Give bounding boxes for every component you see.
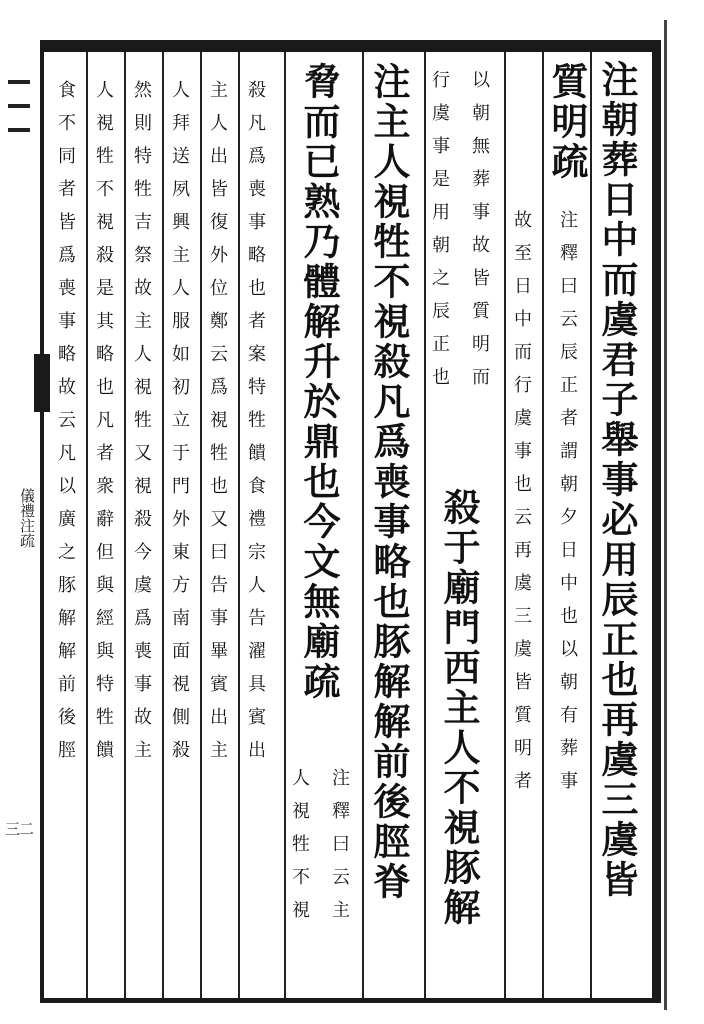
text-column-7-main: 脅而已熟乃體解升於鼎也今文無廟疏 <box>297 62 341 702</box>
column-rule <box>590 52 592 998</box>
text-column-2-note: 注釋曰云辰正者謂朝夕日中也以朝有葬事 <box>557 210 578 804</box>
fishtail-mark <box>34 354 50 412</box>
column-rule <box>238 52 240 998</box>
column-rule <box>504 52 506 998</box>
text-column-3-note: 故至日中而行虞事也云再虞三虞皆質明者 <box>511 210 532 804</box>
text-column-2-main: 質明疏 <box>545 62 589 182</box>
text-column-5-main: 殺于廟門西主人不視豚解 <box>437 488 481 928</box>
text-column-7-note: 注釋曰云主 <box>329 768 350 933</box>
text-column-9: 主人出皆復外位鄭云爲視牲也又曰告事畢賓出主 <box>207 80 228 773</box>
column-rule <box>362 52 364 998</box>
margin-tick <box>8 80 30 84</box>
text-column-10: 人拜送夙興主人服如初立于門外東方南面視側殺 <box>169 80 190 773</box>
column-rule <box>124 52 126 998</box>
column-rule <box>86 52 88 998</box>
text-column-13: 食不同者皆爲喪事略故云凡以廣之豚解解前後脛 <box>55 80 76 773</box>
margin-page-number: 三二 <box>4 820 33 838</box>
text-column-6: 注主人視牲不視殺凡爲喪事略也豚解解前後脛脊 <box>367 62 411 902</box>
text-column-5-note: 行虞事是用朝之辰正也 <box>429 70 450 400</box>
frame-left-border <box>40 48 44 1003</box>
frame-top-border <box>40 40 660 52</box>
column-rule <box>162 52 164 998</box>
margin-tick <box>8 128 30 132</box>
column-rule <box>424 52 426 998</box>
column-rule <box>200 52 202 998</box>
frame-right-edge <box>664 20 667 1010</box>
margin-strip <box>0 48 40 1003</box>
margin-tick <box>8 104 30 108</box>
text-column-12: 人視牲不視殺是其略也凡者衆辭但與經與特牲饋 <box>93 80 114 773</box>
margin-book-title: 儀禮注疏 <box>18 488 36 548</box>
text-column-11: 然則特牲吉祭故主人視牲又視殺今虞爲喪事故主 <box>131 80 152 773</box>
frame-right-border <box>652 40 661 1003</box>
text-column-8: 殺凡爲喪事略也者案特牲饋食禮宗人告濯具賓出 <box>245 80 266 773</box>
text-column-7b-note: 人視牲不視 <box>289 768 310 933</box>
frame-bottom-border <box>40 998 660 1003</box>
text-column-1: 注朝葬日中而虞君子舉事必用辰正也再虞三虞皆 <box>595 60 639 900</box>
text-column-4-note: 以朝無葬事故皆質明而 <box>469 70 490 400</box>
column-rule <box>542 52 544 998</box>
column-rule <box>284 52 286 998</box>
